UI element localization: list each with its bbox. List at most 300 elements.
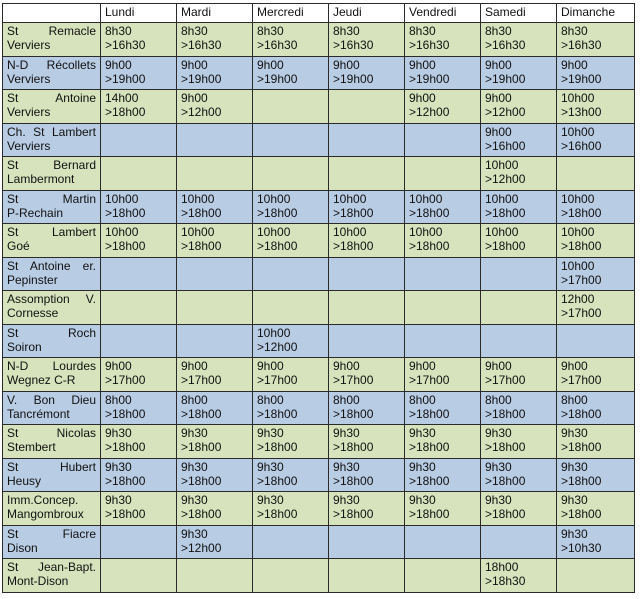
hours-cell-sunday xyxy=(557,525,635,559)
hours-cell-wednesday xyxy=(253,492,329,526)
closing-time: >18h00 xyxy=(333,205,374,220)
church-name: Ch. St Lambert xyxy=(7,124,96,139)
church-name: St Roch xyxy=(7,325,96,340)
hours-cell-tuesday xyxy=(177,56,253,90)
closing-time: >18h00 xyxy=(333,406,374,421)
opening-time xyxy=(105,560,172,574)
church-name: St Antoine xyxy=(7,91,96,106)
hours-cell-tuesday xyxy=(177,492,253,526)
closing-time xyxy=(105,541,172,555)
closing-time: >12h00 xyxy=(409,105,450,120)
opening-time: 9h00 xyxy=(333,57,360,72)
closing-time xyxy=(181,340,248,354)
opening-time: 9h00 xyxy=(333,359,360,374)
closing-time: >18h00 xyxy=(181,440,222,455)
church-name-cell xyxy=(3,425,101,459)
opening-time xyxy=(257,158,324,172)
opening-time: 8h00 xyxy=(485,392,512,407)
opening-time: 10h00 xyxy=(105,225,139,240)
table-row xyxy=(3,23,635,57)
day-header-saturday: Samedi xyxy=(481,4,557,23)
closing-time: >19h00 xyxy=(485,71,526,86)
day-header-friday: Vendredi xyxy=(405,4,481,23)
hours-cell-sunday xyxy=(557,257,635,291)
opening-time: 9h00 xyxy=(561,359,588,374)
closing-time: >12h00 xyxy=(181,105,222,120)
church-name: Imm.Concep. xyxy=(7,493,79,508)
hours-cell-monday xyxy=(101,559,177,593)
hours-cell-saturday xyxy=(481,56,557,90)
church-name-cell xyxy=(3,157,101,191)
closing-time: >18h00 xyxy=(105,105,146,120)
closing-time: >18h00 xyxy=(181,473,222,488)
table-row xyxy=(3,224,635,258)
church-name-cell xyxy=(3,391,101,425)
opening-time: 9h30 xyxy=(105,426,132,441)
closing-time: >18h00 xyxy=(333,473,374,488)
closing-time: >18h00 xyxy=(485,507,526,522)
hours-cell-friday xyxy=(405,525,481,559)
opening-time xyxy=(409,292,476,306)
hours-cell-saturday xyxy=(481,23,557,57)
hours-cell-wednesday xyxy=(253,90,329,124)
hours-cell-saturday xyxy=(481,358,557,392)
church-name-cell xyxy=(3,492,101,526)
hours-cell-saturday xyxy=(481,525,557,559)
hours-cell-thursday xyxy=(329,224,405,258)
opening-time: 9h30 xyxy=(561,493,588,508)
hours-cell-wednesday xyxy=(253,391,329,425)
opening-time xyxy=(561,158,630,172)
closing-time xyxy=(333,139,400,153)
church-name: St Bernard xyxy=(7,158,96,173)
closing-time: >12h00 xyxy=(181,540,222,555)
hours-cell-friday xyxy=(405,224,481,258)
closing-time: >18h00 xyxy=(333,239,374,254)
opening-time: 8h30 xyxy=(561,24,588,38)
opening-time: 10h00 xyxy=(257,325,291,340)
closing-time xyxy=(409,273,476,287)
church-name-cell xyxy=(3,224,101,258)
closing-time: >13h00 xyxy=(561,105,602,120)
church-name-cell xyxy=(3,257,101,291)
church-name: St Hubert xyxy=(7,459,96,474)
opening-time: 9h30 xyxy=(181,459,208,474)
opening-time: 9h00 xyxy=(485,57,512,72)
closing-time xyxy=(105,574,172,588)
opening-time: 10h00 xyxy=(409,191,443,206)
opening-time: 8h30 xyxy=(409,24,436,38)
opening-time xyxy=(485,326,552,340)
hours-cell-sunday xyxy=(557,425,635,459)
hours-cell-tuesday xyxy=(177,157,253,191)
closing-time: >19h00 xyxy=(105,71,146,86)
hours-cell-sunday xyxy=(557,23,635,57)
opening-time xyxy=(333,158,400,172)
opening-time: 9h00 xyxy=(257,359,284,374)
opening-time: 10h00 xyxy=(561,191,595,206)
opening-time: 9h00 xyxy=(409,359,436,374)
opening-time: 10h00 xyxy=(181,191,215,206)
opening-time: 8h00 xyxy=(181,392,208,407)
opening-time: 9h30 xyxy=(409,493,436,508)
opening-time: 8h30 xyxy=(105,24,132,38)
opening-time: 10h00 xyxy=(257,225,291,240)
closing-time xyxy=(333,172,400,186)
hours-cell-sunday xyxy=(557,559,635,593)
hours-cell-tuesday xyxy=(177,559,253,593)
closing-time: >16h00 xyxy=(561,138,602,153)
hours-cell-tuesday xyxy=(177,291,253,325)
opening-time: 12h00 xyxy=(561,292,595,307)
opening-time xyxy=(485,259,552,273)
church-name-cell xyxy=(3,358,101,392)
hours-cell-monday xyxy=(101,257,177,291)
church-locality: Heusy xyxy=(7,473,42,488)
opening-time: 10h00 xyxy=(561,124,595,139)
opening-time xyxy=(561,560,630,574)
opening-time: 10h00 xyxy=(333,225,367,240)
hours-cell-monday xyxy=(101,23,177,57)
hours-cell-monday xyxy=(101,492,177,526)
hours-cell-wednesday xyxy=(253,358,329,392)
opening-time: 9h00 xyxy=(105,359,132,374)
opening-time: 8h00 xyxy=(409,392,436,407)
closing-time: >17h00 xyxy=(257,373,298,388)
day-header-monday: Lundi xyxy=(101,4,177,23)
opening-time: 9h00 xyxy=(181,57,208,72)
church-name: N-D Lourdes xyxy=(7,359,96,374)
opening-time: 10h00 xyxy=(561,225,595,240)
closing-time: >18h00 xyxy=(105,507,146,522)
hours-cell-friday xyxy=(405,458,481,492)
hours-cell-sunday xyxy=(557,224,635,258)
hours-cell-monday xyxy=(101,90,177,124)
opening-time xyxy=(409,527,476,541)
hours-cell-wednesday xyxy=(253,525,329,559)
closing-time xyxy=(105,340,172,354)
church-name-cell xyxy=(3,90,101,124)
hours-cell-sunday xyxy=(557,458,635,492)
church-locality: Verviers xyxy=(7,38,51,52)
table-row xyxy=(3,358,635,392)
opening-time: 9h30 xyxy=(333,426,360,441)
hours-cell-wednesday xyxy=(253,291,329,325)
hours-cell-wednesday xyxy=(253,224,329,258)
closing-time xyxy=(257,273,324,287)
opening-time: 9h30 xyxy=(105,493,132,508)
closing-time xyxy=(561,574,630,588)
hours-cell-sunday xyxy=(557,391,635,425)
hours-cell-saturday xyxy=(481,123,557,157)
table-row xyxy=(3,525,635,559)
opening-time xyxy=(485,292,552,306)
opening-time xyxy=(409,259,476,273)
hours-cell-friday xyxy=(405,123,481,157)
church-name: St Remacle xyxy=(7,24,96,38)
closing-time: >18h00 xyxy=(485,473,526,488)
closing-time: >18h00 xyxy=(105,239,146,254)
opening-time: 9h30 xyxy=(181,426,208,441)
opening-time: 9h30 xyxy=(485,459,512,474)
table-row xyxy=(3,56,635,90)
closing-time: >16h30 xyxy=(485,38,526,52)
opening-time: 9h30 xyxy=(181,493,208,508)
church-name-cell xyxy=(3,559,101,593)
opening-time: 10h00 xyxy=(181,225,215,240)
opening-time: 9h30 xyxy=(485,493,512,508)
opening-time: 10h00 xyxy=(561,91,595,106)
hours-cell-monday xyxy=(101,224,177,258)
closing-time: >16h30 xyxy=(181,38,222,52)
table-row xyxy=(3,492,635,526)
opening-time: 18h00 xyxy=(485,560,519,575)
closing-time: >17h00 xyxy=(561,306,602,321)
hours-cell-saturday xyxy=(481,291,557,325)
hours-cell-friday xyxy=(405,291,481,325)
opening-time xyxy=(333,326,400,340)
church-locality: Pepinster xyxy=(7,272,58,287)
schedule-body xyxy=(3,23,635,593)
hours-cell-tuesday xyxy=(177,257,253,291)
opening-time xyxy=(105,259,172,273)
closing-time xyxy=(181,273,248,287)
closing-time: >18h00 xyxy=(257,473,298,488)
closing-time: >18h00 xyxy=(485,440,526,455)
hours-cell-wednesday xyxy=(253,257,329,291)
closing-time: >17h00 xyxy=(333,373,374,388)
opening-time: 9h30 xyxy=(105,459,132,474)
opening-time: 10h00 xyxy=(333,191,367,206)
table-row xyxy=(3,190,635,224)
opening-time xyxy=(181,125,248,139)
hours-cell-monday xyxy=(101,358,177,392)
opening-time: 9h30 xyxy=(409,459,436,474)
hours-cell-saturday xyxy=(481,257,557,291)
closing-time: >18h00 xyxy=(257,239,298,254)
closing-time: >18h00 xyxy=(181,205,222,220)
table-row xyxy=(3,90,635,124)
hours-cell-thursday xyxy=(329,492,405,526)
hours-cell-sunday xyxy=(557,123,635,157)
opening-time: 9h00 xyxy=(181,359,208,374)
closing-time: >18h00 xyxy=(561,239,602,254)
closing-time: >16h30 xyxy=(333,38,374,52)
opening-time xyxy=(409,125,476,139)
table-row xyxy=(3,157,635,191)
closing-time: >18h00 xyxy=(333,507,374,522)
table-row xyxy=(3,391,635,425)
hours-cell-tuesday xyxy=(177,358,253,392)
opening-time xyxy=(333,125,400,139)
opening-time: 9h30 xyxy=(257,459,284,474)
closing-time: >18h00 xyxy=(409,406,450,421)
closing-time xyxy=(333,340,400,354)
hours-cell-wednesday xyxy=(253,157,329,191)
closing-time xyxy=(257,105,324,119)
opening-time: 9h00 xyxy=(409,91,436,106)
opening-time: 8h00 xyxy=(257,392,284,407)
opening-time xyxy=(333,527,400,541)
opening-time: 9h30 xyxy=(257,426,284,441)
church-locality: Verviers xyxy=(7,71,51,86)
hours-cell-tuesday xyxy=(177,224,253,258)
hours-cell-friday xyxy=(405,492,481,526)
closing-time: >18h00 xyxy=(409,473,450,488)
hours-cell-thursday xyxy=(329,358,405,392)
church-name-cell xyxy=(3,23,101,57)
closing-time xyxy=(485,541,552,555)
opening-time xyxy=(181,292,248,306)
hours-cell-thursday xyxy=(329,559,405,593)
church-locality: Wegnez C-R xyxy=(7,373,76,388)
hours-cell-saturday xyxy=(481,425,557,459)
opening-time: 10h00 xyxy=(257,191,291,206)
closing-time: >18h00 xyxy=(105,473,146,488)
closing-time: >19h00 xyxy=(333,71,374,86)
opening-time xyxy=(181,560,248,574)
church-locality: Verviers xyxy=(7,138,51,153)
hours-cell-thursday xyxy=(329,525,405,559)
opening-time: 10h00 xyxy=(409,225,443,240)
opening-time xyxy=(333,259,400,273)
closing-time xyxy=(181,139,248,153)
hours-cell-saturday xyxy=(481,324,557,358)
closing-time xyxy=(485,340,552,354)
table-row xyxy=(3,291,635,325)
hours-cell-saturday xyxy=(481,157,557,191)
church-name: Assomption V. xyxy=(7,292,96,307)
hours-cell-monday xyxy=(101,425,177,459)
church-name: St Antoine er. xyxy=(7,258,96,273)
hours-cell-monday xyxy=(101,525,177,559)
hours-cell-thursday xyxy=(329,391,405,425)
church-name-cell xyxy=(3,525,101,559)
closing-time xyxy=(409,139,476,153)
hours-cell-thursday xyxy=(329,291,405,325)
closing-time: >19h00 xyxy=(181,71,222,86)
corner-cell xyxy=(3,4,101,23)
hours-cell-thursday xyxy=(329,90,405,124)
closing-time xyxy=(409,172,476,186)
opening-time: 10h00 xyxy=(561,258,595,273)
closing-time xyxy=(257,574,324,588)
hours-cell-thursday xyxy=(329,56,405,90)
day-header-wednesday: Mercredi xyxy=(253,4,329,23)
opening-time: 8h30 xyxy=(181,24,208,38)
hours-cell-sunday xyxy=(557,492,635,526)
hours-cell-saturday xyxy=(481,190,557,224)
closing-time: >12h00 xyxy=(485,105,526,120)
hours-cell-friday xyxy=(405,425,481,459)
hours-cell-sunday xyxy=(557,56,635,90)
closing-time: >18h00 xyxy=(561,507,602,522)
church-name: St Lambert xyxy=(7,225,96,240)
opening-time xyxy=(409,326,476,340)
opening-time xyxy=(257,125,324,139)
closing-time: >17h00 xyxy=(105,373,146,388)
hours-cell-wednesday xyxy=(253,425,329,459)
hours-cell-tuesday xyxy=(177,324,253,358)
opening-time xyxy=(257,259,324,273)
table-row xyxy=(3,425,635,459)
closing-time xyxy=(333,105,400,119)
hours-cell-sunday xyxy=(557,291,635,325)
closing-time xyxy=(181,172,248,186)
hours-cell-wednesday xyxy=(253,458,329,492)
opening-time: 8h30 xyxy=(257,24,284,38)
closing-time xyxy=(561,340,630,354)
hours-cell-saturday xyxy=(481,90,557,124)
hours-cell-tuesday xyxy=(177,525,253,559)
closing-time: >17h00 xyxy=(561,373,602,388)
closing-time: >18h00 xyxy=(485,406,526,421)
closing-time: >18h00 xyxy=(181,406,222,421)
church-name-cell xyxy=(3,458,101,492)
opening-time: 9h30 xyxy=(333,459,360,474)
church-locality: Verviers xyxy=(7,105,51,120)
opening-time: 9h30 xyxy=(181,526,208,541)
closing-time xyxy=(105,172,172,186)
opening-time: 9h30 xyxy=(485,426,512,441)
hours-cell-monday xyxy=(101,391,177,425)
opening-time xyxy=(257,292,324,306)
opening-time: 9h30 xyxy=(409,426,436,441)
opening-time xyxy=(105,158,172,172)
opening-time: 9h00 xyxy=(257,57,284,72)
hours-cell-tuesday xyxy=(177,425,253,459)
closing-time: >18h00 xyxy=(485,205,526,220)
church-name: St Nicolas xyxy=(7,426,96,441)
closing-time: >16h00 xyxy=(485,138,526,153)
hours-cell-wednesday xyxy=(253,56,329,90)
hours-cell-friday xyxy=(405,257,481,291)
opening-time xyxy=(105,326,172,340)
closing-time xyxy=(257,541,324,555)
hours-cell-thursday xyxy=(329,123,405,157)
hours-cell-thursday xyxy=(329,157,405,191)
closing-time: >18h00 xyxy=(409,239,450,254)
closing-time xyxy=(409,306,476,320)
closing-time: >19h00 xyxy=(257,71,298,86)
closing-time: >16h30 xyxy=(257,38,298,52)
closing-time: >18h00 xyxy=(561,473,602,488)
opening-time: 10h00 xyxy=(485,191,519,206)
closing-time: >12h00 xyxy=(257,339,298,354)
church-name-cell xyxy=(3,190,101,224)
church-name: V. Bon Dieu xyxy=(7,392,96,407)
hours-cell-friday xyxy=(405,56,481,90)
closing-time: >18h00 xyxy=(105,406,146,421)
hours-cell-thursday xyxy=(329,425,405,459)
closing-time: >17h00 xyxy=(181,373,222,388)
closing-time: >18h00 xyxy=(257,406,298,421)
closing-time: >18h00 xyxy=(409,205,450,220)
opening-hours-table xyxy=(2,3,635,593)
church-locality: Cornesse xyxy=(7,306,59,321)
church-name-cell xyxy=(3,324,101,358)
church-locality: Dison xyxy=(7,540,38,555)
hours-cell-monday xyxy=(101,123,177,157)
hours-cell-friday xyxy=(405,324,481,358)
closing-time: >18h00 xyxy=(181,507,222,522)
hours-cell-sunday xyxy=(557,358,635,392)
closing-time: >17h00 xyxy=(485,373,526,388)
opening-time xyxy=(105,292,172,306)
table-row xyxy=(3,559,635,593)
closing-time: >16h30 xyxy=(409,38,450,52)
closing-time: >16h30 xyxy=(561,38,602,52)
